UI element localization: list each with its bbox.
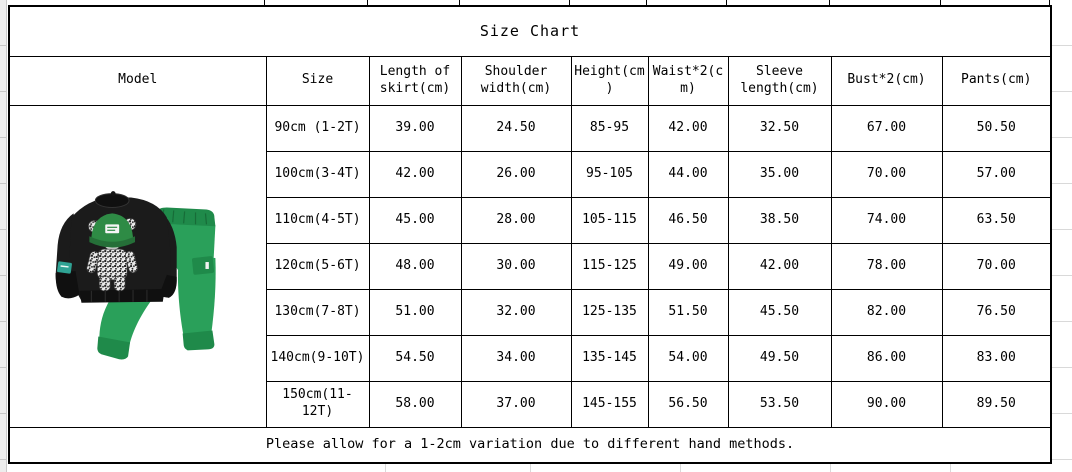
header-cell-length-of-skirt: Length of skirt(cm)	[369, 56, 461, 105]
length-cell: 39.00	[369, 105, 461, 151]
sleeve-cell: 53.50	[728, 381, 831, 427]
size-cell: 130cm(7-8T)	[266, 289, 369, 335]
spreadsheet-gridline-bottom	[950, 463, 951, 472]
bust-cell: 90.00	[831, 381, 942, 427]
collar-button	[111, 191, 116, 196]
waist-cell: 54.00	[648, 335, 728, 381]
pants-cell: 50.50	[942, 105, 1051, 151]
length-cell: 42.00	[369, 151, 461, 197]
waist-cell: 49.00	[648, 243, 728, 289]
shoulder-cell: 26.00	[461, 151, 571, 197]
bust-cell: 67.00	[831, 105, 942, 151]
spreadsheet-gridline-bottom	[680, 463, 681, 472]
height-cell: 115-125	[571, 243, 648, 289]
header-cell-pants: Pants(cm)	[942, 56, 1051, 105]
spreadsheet-row-header-strip	[0, 0, 7, 472]
height-cell: 105-115	[571, 197, 648, 243]
product-photo	[10, 106, 265, 426]
length-cell: 58.00	[369, 381, 461, 427]
shoulder-cell: 24.50	[461, 105, 571, 151]
pants-cell: 70.00	[942, 243, 1051, 289]
variation-note: Please allow for a 1-2cm variation due to different hand methods.	[9, 427, 1051, 463]
bust-cell: 70.00	[831, 151, 942, 197]
spreadsheet-gridline-bottom	[385, 463, 386, 472]
sleeve-cell: 32.50	[728, 105, 831, 151]
height-cell: 125-135	[571, 289, 648, 335]
shoulder-cell: 30.00	[461, 243, 571, 289]
pants-pocket-tag	[206, 262, 209, 269]
length-cell: 51.00	[369, 289, 461, 335]
spreadsheet-gridlines-right	[1051, 0, 1072, 472]
bust-cell: 74.00	[831, 197, 942, 243]
size-cell: 110cm(4-5T)	[266, 197, 369, 243]
sleeve-patch	[57, 261, 72, 274]
height-cell: 135-145	[571, 335, 648, 381]
waist-cell: 56.50	[648, 381, 728, 427]
length-cell: 48.00	[369, 243, 461, 289]
size-cell: 90cm (1-2T)	[266, 105, 369, 151]
bust-cell: 78.00	[831, 243, 942, 289]
height-cell: 95-105	[571, 151, 648, 197]
height-cell: 145-155	[571, 381, 648, 427]
length-cell: 45.00	[369, 197, 461, 243]
shoulder-cell: 32.00	[461, 289, 571, 335]
table-row	[9, 105, 1051, 151]
pants-pocket	[192, 256, 214, 275]
black-sweatshirt	[56, 191, 177, 303]
waist-cell: 44.00	[648, 151, 728, 197]
spreadsheet-gridline-bottom	[830, 463, 831, 472]
pants-right-cuff	[183, 330, 215, 350]
header-cell-height: Height(cm)	[571, 56, 648, 105]
size-chart-table	[8, 5, 1052, 464]
size-cell: 150cm(11-12T)	[266, 381, 369, 427]
sweatshirt-left-cuff	[56, 271, 80, 298]
sleeve-cell: 49.50	[728, 335, 831, 381]
sleeve-cell: 35.00	[728, 151, 831, 197]
header-cell-bust: Bust*2(cm)	[831, 56, 942, 105]
waist-cell: 46.50	[648, 197, 728, 243]
shoulder-cell: 37.00	[461, 381, 571, 427]
pants-cell: 89.50	[942, 381, 1051, 427]
bust-cell: 86.00	[831, 335, 942, 381]
pants-cell: 83.00	[942, 335, 1051, 381]
pants-cell: 57.00	[942, 151, 1051, 197]
bear-leg-right	[114, 276, 125, 291]
height-cell: 85-95	[571, 105, 648, 151]
spreadsheet-gridline-bottom	[530, 463, 531, 472]
shoulder-cell: 28.00	[461, 197, 571, 243]
size-cell: 100cm(3-4T)	[266, 151, 369, 197]
sleeve-cell: 45.50	[728, 289, 831, 335]
size-cell: 140cm(9-10T)	[266, 335, 369, 381]
shoulder-cell: 34.00	[461, 335, 571, 381]
header-cell-size: Size	[266, 56, 369, 105]
header-cell-model: Model	[9, 56, 266, 105]
cap-label	[106, 224, 120, 233]
bear-leg-left	[100, 276, 111, 291]
table-title: Size Chart	[9, 6, 1051, 56]
model-photo-cell	[9, 105, 266, 427]
header-cell-shoulder-width: Shoulder width(cm)	[461, 56, 571, 105]
waist-cell: 42.00	[648, 105, 728, 151]
sleeve-cell: 42.00	[728, 243, 831, 289]
pants-cell: 76.50	[942, 289, 1051, 335]
bear-body	[98, 249, 128, 280]
length-cell: 54.50	[369, 335, 461, 381]
size-cell: 120cm(5-6T)	[266, 243, 369, 289]
pants-cell: 63.50	[942, 197, 1051, 243]
sleeve-cell: 38.50	[728, 197, 831, 243]
waist-cell: 51.50	[648, 289, 728, 335]
header-cell-sleeve-length: Sleeve length(cm)	[728, 56, 831, 105]
bust-cell: 82.00	[831, 289, 942, 335]
header-cell-waist: Waist*2(cm)	[648, 56, 728, 105]
